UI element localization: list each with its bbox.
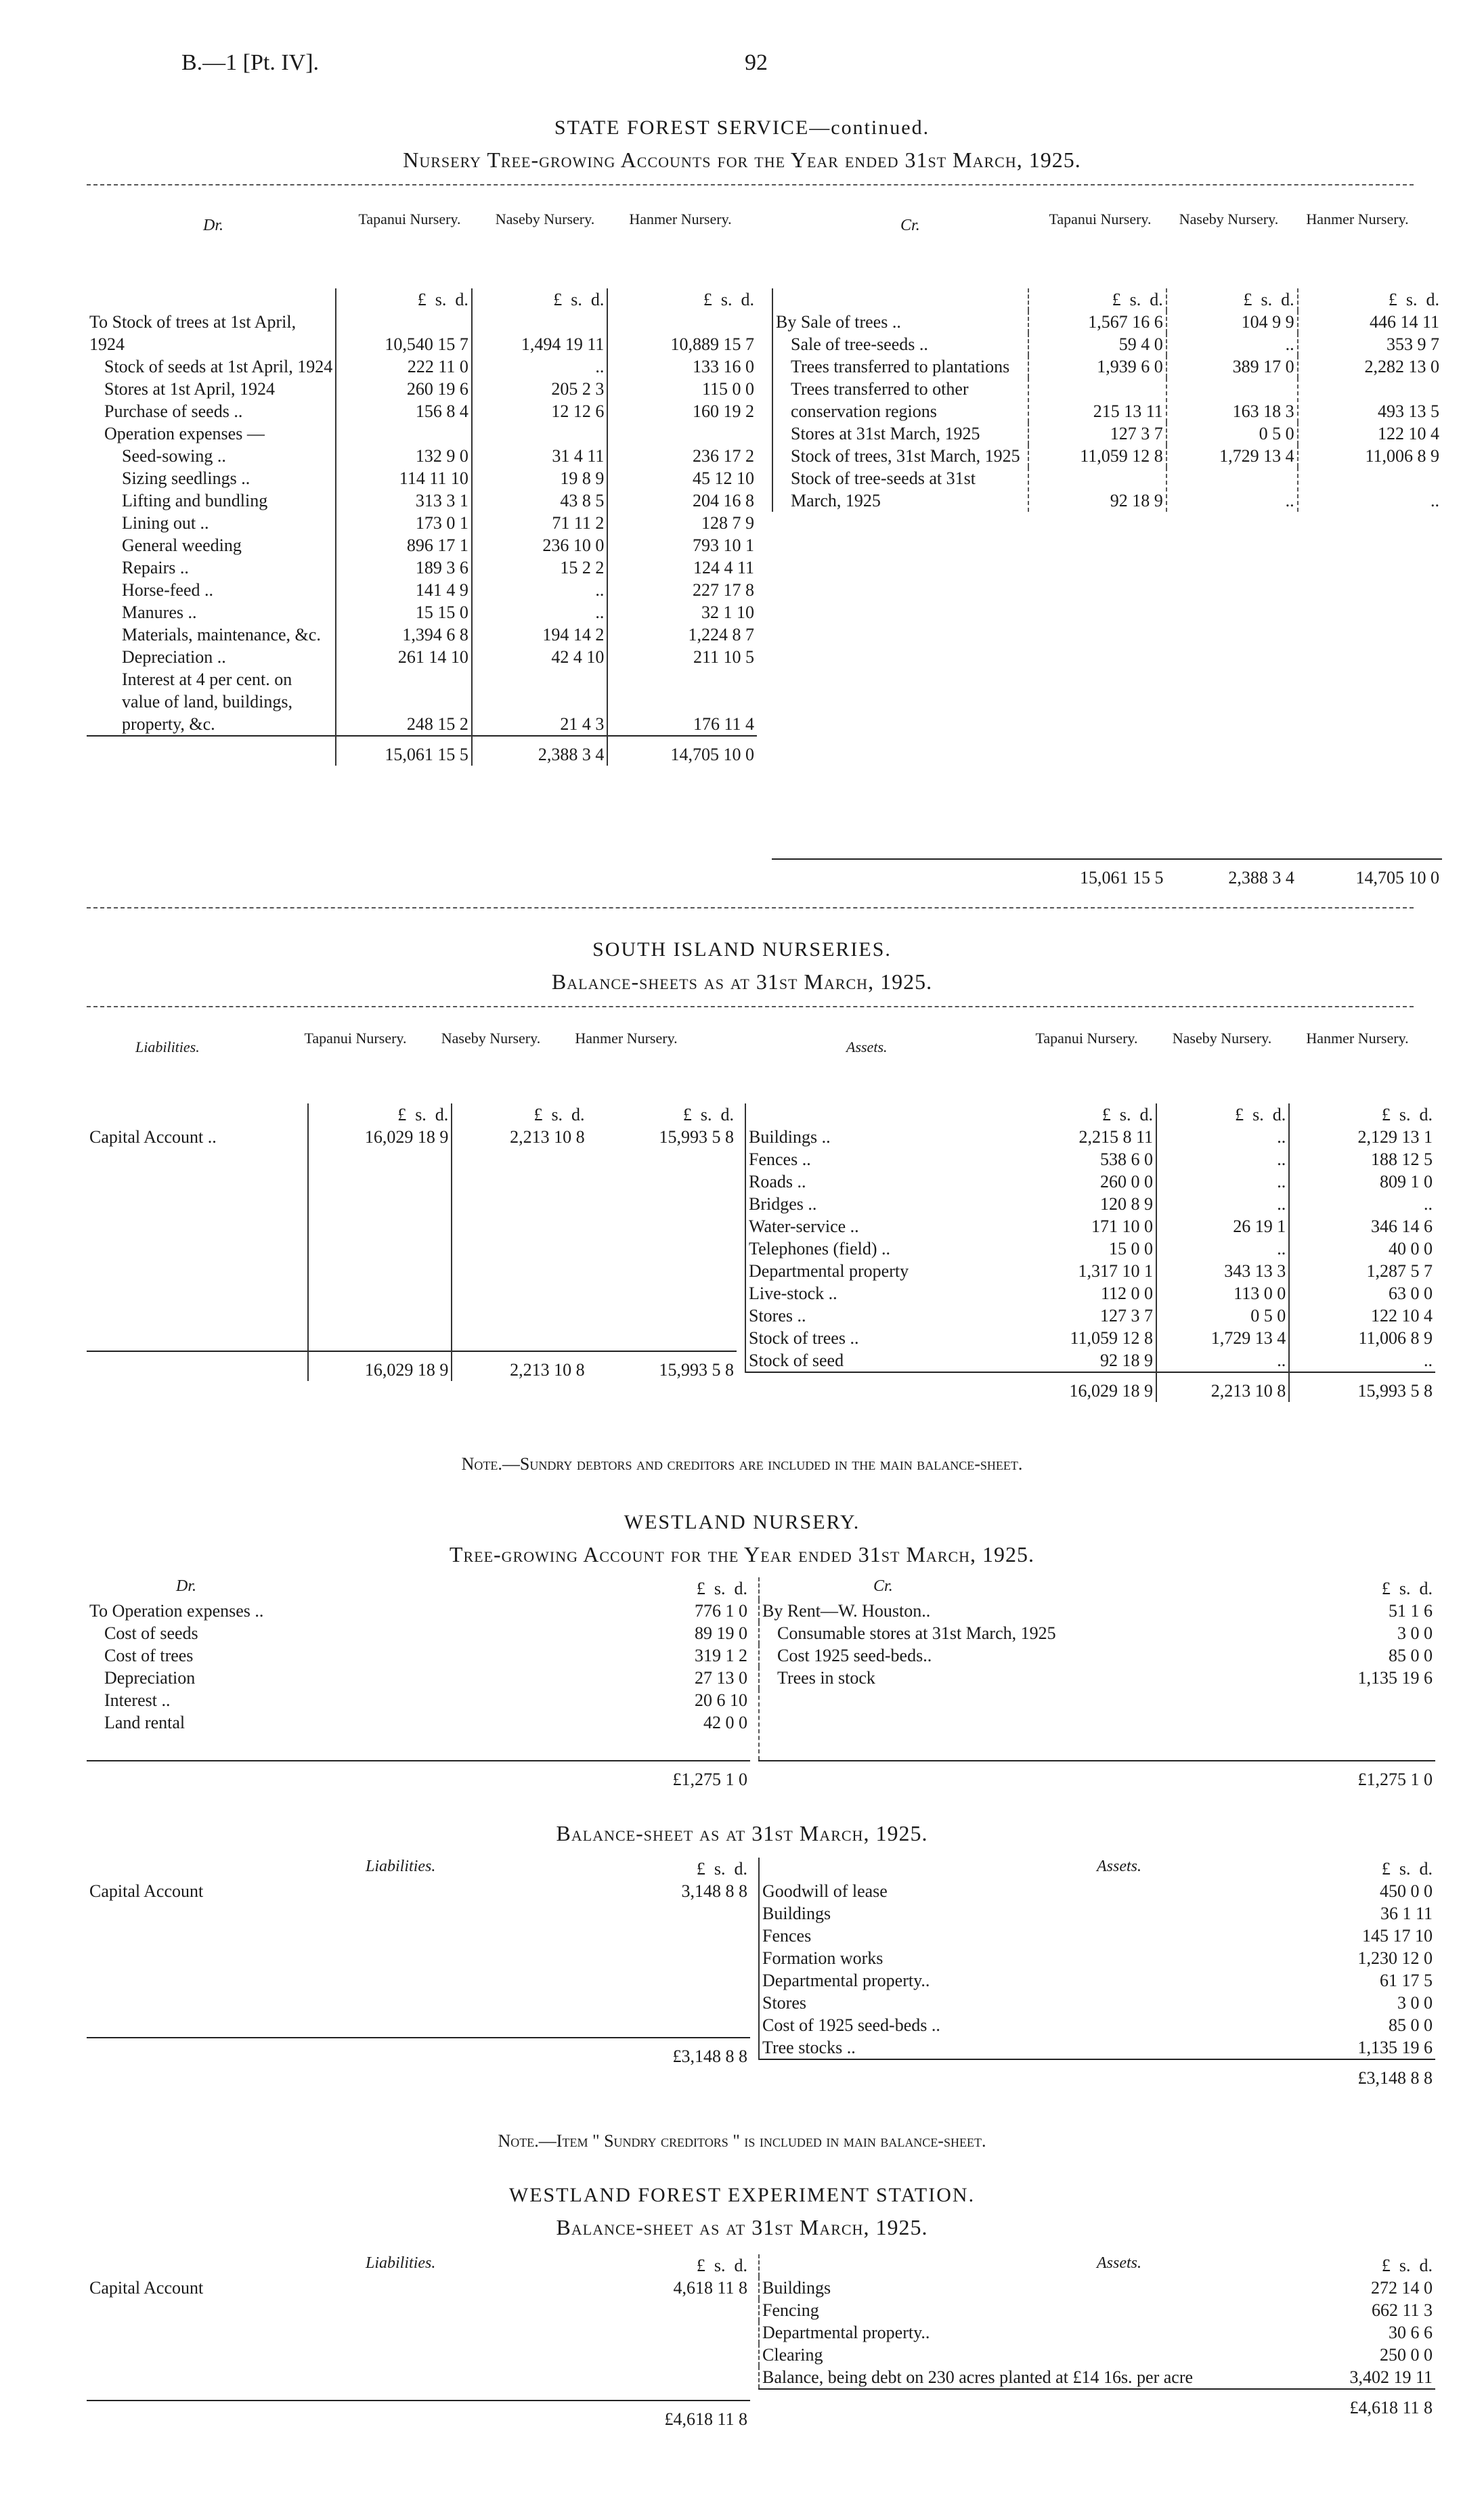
asset-row <box>745 1193 1435 1215</box>
row-value: 59 4 0 <box>1028 333 1166 355</box>
row-label: Lifting and bundling <box>122 491 268 510</box>
row-value: 0 5 0 <box>1166 422 1298 445</box>
row-label: Interest .. <box>104 1690 171 1710</box>
row-value: .. <box>1156 1193 1289 1215</box>
row-value: 122 10 4 <box>1289 1305 1435 1327</box>
row-value: .. <box>472 579 608 601</box>
row-value: 43 8 5 <box>472 489 608 512</box>
row-label: By Rent—W. Houston.. <box>759 1600 1294 1622</box>
s1-credit-totals <box>772 858 1442 889</box>
s3-total-cr: £1,275 1 0 <box>1294 1761 1435 1791</box>
row-value: 3 0 0 <box>1397 1993 1433 2013</box>
capital-account-label: Capital Account .. <box>89 1127 217 1147</box>
row-value: 188 12 5 <box>1289 1148 1435 1170</box>
row-value: .. <box>1166 467 1298 512</box>
credit-row <box>759 1644 1435 1667</box>
row-label: Sale of tree-seeds .. <box>772 333 1028 355</box>
row-value: 319 1 2 <box>695 1646 747 1665</box>
s2-assets-table: £ s. d. £ s. d. £ s. d. Buildings .. 2,215 8 11 .. 2,129 13 1 Fences .. 538 6 0 .. 188 12 5 Roads .. 260 0 0 .. 809 1 0 Bridges .. 120 8 9 .. .. Water-service .. 171 10 0 26 19 1 346 14 6 Telephones (field) .. 15 0 0 .. 40 0 0 Departmental property 1,317 10 1 343 13 3 1,287 5 7 Live-stock .. 112 0 0 113 0 0 63 0 0 Stores .. 127 3 7 0 5 0 122 10 4 Stock of trees .. 11,059 12 8 1,729 13 4 11,006 8 9 Stock of seed 92 18 9 .. .. 16,029 18 9 2,213 10 8 15,993 5 8 <box>745 1103 1435 1402</box>
row-value: 12 12 6 <box>472 400 608 422</box>
row-value: 171 10 0 <box>1091 1217 1154 1236</box>
section-subtitle-nursery-accounts: Nursery Tree-growing Accounts for the Year ended 31st March, 1925. <box>403 148 1081 172</box>
s3-credit-table: £ s. d. By Rent—W. Houston.. 51 1 6 Consumable stores at 31st March, 1925 3 0 0 Cost 1925 seed-beds.. 85 0 0 Trees in stock 1,135 19 6 £1,275 1 0 <box>758 1577 1435 1791</box>
row-value: 896 17 1 <box>336 534 472 556</box>
row-value: 160 19 2 <box>607 400 757 422</box>
credit-row <box>772 355 1442 378</box>
asset-row <box>745 1126 1435 1148</box>
row-value: 85 0 0 <box>1389 2015 1433 2035</box>
credit-row <box>772 333 1442 355</box>
row-label: Lining out .. <box>122 513 209 533</box>
s4-liabilities-table: £ s. d. Capital Account 3,148 8 8 £3,148 8 8 <box>87 1858 750 2067</box>
row-value: 61 17 5 <box>1380 1971 1433 1990</box>
row-value: .. <box>1289 1193 1435 1215</box>
row-value: .. <box>1156 1237 1289 1260</box>
credit-row <box>772 445 1442 467</box>
row-value: 15 2 2 <box>472 556 608 579</box>
row-value: 19 8 9 <box>472 467 608 489</box>
row-value: 493 13 5 <box>1298 378 1442 422</box>
debit-row <box>87 1711 750 1734</box>
row-value: .. <box>472 601 608 623</box>
row-value: .. <box>1298 467 1442 512</box>
credit-row <box>772 311 1442 333</box>
row-value: 10,540 15 7 <box>336 311 472 355</box>
row-value: 173 0 1 <box>336 512 472 534</box>
section-subtitle-westland-balance: Balance-sheet as at 31st March, 1925. <box>556 1821 928 1845</box>
row-value: 11,059 12 8 <box>1070 1328 1154 1348</box>
row-label: Stores <box>759 1992 1294 2014</box>
row-value: 51 1 6 <box>1389 1601 1433 1621</box>
row-label: Fencing <box>759 2299 1294 2321</box>
row-value: 133 16 0 <box>607 355 757 378</box>
row-value: 272 14 0 <box>1371 2278 1433 2298</box>
row-label: Repairs .. <box>122 558 189 577</box>
s1-credit-table: £ s. d. £ s. d. £ s. d. By Sale of trees .. 1,567 16 6 104 9 9 446 14 11 Sale of tree-seeds .. 59 4 0 .. 353 9 7 Trees transferred to plantations 1,939 6 0 389 17 0 2,282 13 0 Trees transferred to other conservation regions 215 13 11 163 18 3 493 13 5 Stores at 31st March, 1925 127 3 7 0 5 0 122 10 4 Stock of trees, 31st March, 1925 11,059 12 8 1,729 13 4 11,006 8 9 Stock of tree-seeds at 31st March, 1925 92 18 9 .. .. <box>772 288 1442 512</box>
debit-row <box>87 512 757 534</box>
s2-liabilities-table: £ s. d. £ s. d. £ s. d. Capital Account .. 16,029 18 9 2,213 10 8 15,993 5 8 16,029 18 9 2,213 10 8 15,993 5 8 <box>87 1103 737 1381</box>
asset-row <box>759 1880 1435 1902</box>
row-label: Stores at 1st April, 1924 <box>104 379 276 399</box>
row-label: Roads .. <box>745 1170 1018 1193</box>
row-label: Buildings <box>759 1902 1294 1925</box>
asset-row <box>745 1327 1435 1349</box>
row-label: By Sale of trees .. <box>772 311 1028 333</box>
row-label: Depreciation <box>104 1668 196 1688</box>
row-value: 1,287 5 7 <box>1289 1260 1435 1282</box>
row-label: Water-service .. <box>745 1215 1018 1237</box>
row-value: 27 13 0 <box>695 1668 747 1688</box>
s3-cr: Cr. <box>873 1577 893 1595</box>
row-label: Stock of trees, 31st March, 1925 <box>772 445 1028 467</box>
row-label: Cost of trees <box>104 1646 194 1665</box>
row-value: 260 0 0 <box>1100 1172 1154 1191</box>
row-value: 115 0 0 <box>607 378 757 400</box>
s5-assets-table: £ s. d. Buildings 272 14 0 Fencing 662 11 3 Departmental property.. 30 6 6 Clearing 250 0 0 Balance, being debt on 230 acres planted at £14 16s. per acre 3,402 19 11 £4,618 11 8 <box>758 2254 1435 2419</box>
row-label: Stock of seed <box>745 1349 1018 1372</box>
row-label: Stock of seeds at 1st April, 1924 <box>104 357 333 376</box>
row-value: 1,135 19 6 <box>1357 1668 1433 1688</box>
row-value: 145 17 10 <box>1362 1926 1433 1946</box>
row-value: 92 18 9 <box>1028 467 1166 512</box>
row-value: 793 10 1 <box>607 534 757 556</box>
asset-row <box>759 2366 1435 2389</box>
asset-row <box>745 1215 1435 1237</box>
debit-row <box>87 1689 750 1711</box>
col-tapanui: Tapanui Nursery. <box>358 211 461 227</box>
debit-row <box>87 668 757 736</box>
row-value: 204 16 8 <box>607 489 757 512</box>
row-value: 122 10 4 <box>1298 422 1442 445</box>
s3-dr: Dr. <box>176 1577 197 1595</box>
section-title-experiment-station: WESTLAND FOREST EXPERIMENT STATION. <box>508 2184 976 2206</box>
page-number: 92 <box>745 50 768 75</box>
asset-row <box>759 1969 1435 1992</box>
row-value: 194 14 2 <box>472 623 608 646</box>
row-value: .. <box>1166 333 1298 355</box>
debit-row <box>87 556 757 579</box>
debit-row <box>87 400 757 422</box>
cr-label: Cr. <box>900 217 920 234</box>
row-label: Clearing <box>759 2344 1294 2366</box>
row-value: 132 9 0 <box>336 445 472 467</box>
row-label: Departmental property <box>745 1260 1018 1282</box>
row-value: .. <box>1156 1170 1289 1193</box>
row-value: 1,729 13 4 <box>1166 445 1298 467</box>
col-tapanui-cr: Tapanui Nursery. <box>1049 211 1152 227</box>
section-subtitle-balance-sheets: Balance-sheets as at 31st March, 1925. <box>551 969 933 994</box>
row-label: Land rental <box>104 1713 186 1732</box>
asset-row <box>759 2299 1435 2321</box>
asset-row <box>759 1902 1435 1925</box>
row-value: 1,394 6 8 <box>336 623 472 646</box>
row-label: Depreciation .. <box>122 647 226 667</box>
debit-row <box>87 534 757 556</box>
row-label: Materials, maintenance, &c. <box>122 625 321 644</box>
row-value: 15 0 0 <box>1109 1239 1154 1258</box>
col-naseby-cr: Naseby Nursery. <box>1179 211 1279 227</box>
row-label: Trees in stock <box>759 1667 1294 1689</box>
row-label: Stock of trees .. <box>745 1327 1018 1349</box>
row-value: 40 0 0 <box>1289 1237 1435 1260</box>
row-value: 113 0 0 <box>1156 1282 1289 1305</box>
debit-row <box>87 1667 750 1689</box>
row-value: 21 4 3 <box>472 668 608 736</box>
asset-row <box>759 2014 1435 2036</box>
row-label: Horse-feed .. <box>122 580 213 600</box>
s1-total-tapanui: 15,061 15 5 <box>336 736 472 766</box>
row-label: To Stock of trees at 1st April, 1924 <box>89 312 297 354</box>
debit-row <box>87 1622 750 1644</box>
row-value: 236 10 0 <box>472 534 608 556</box>
s5-assets: Assets. <box>1097 2254 1141 2272</box>
debit-row <box>87 579 757 601</box>
row-value: 1,317 10 1 <box>1078 1261 1154 1281</box>
row-value <box>336 422 472 445</box>
row-label: Tree stocks .. <box>759 2036 1294 2059</box>
s4-liab: Liabilities. <box>366 1858 436 1875</box>
section-title-westland: WESTLAND NURSERY. <box>624 1511 860 1533</box>
row-value: 156 8 4 <box>336 400 472 422</box>
row-value: 2,282 13 0 <box>1298 355 1442 378</box>
s1-total-naseby: 2,388 3 4 <box>472 736 608 766</box>
credit-row <box>759 1667 1435 1689</box>
debit-row <box>87 489 757 512</box>
row-label: Manures .. <box>122 602 197 622</box>
row-value: 128 7 9 <box>607 512 757 534</box>
row-value: 127 3 7 <box>1028 422 1166 445</box>
s5-liabilities-table: £ s. d. Capital Account 4,618 11 8 £4,618 11 8 <box>87 2254 750 2430</box>
row-value <box>472 422 608 445</box>
row-value: 11,059 12 8 <box>1028 445 1166 467</box>
row-label: Live-stock .. <box>745 1282 1018 1305</box>
col-hanmer: Hanmer Nursery. <box>629 211 732 227</box>
report-reference: B.—1 [Pt. IV]. <box>181 50 320 75</box>
row-value: 45 12 10 <box>607 467 757 489</box>
row-value: 20 6 10 <box>695 1690 747 1710</box>
row-value: 63 0 0 <box>1289 1282 1435 1305</box>
row-label: Cost of 1925 seed-beds .. <box>759 2014 1294 2036</box>
row-value: 260 19 6 <box>336 378 472 400</box>
row-value: 215 13 11 <box>1028 378 1166 422</box>
liabilities-label: Liabilities. <box>135 1038 200 1055</box>
row-value: 11,006 8 9 <box>1298 445 1442 467</box>
s1-cr-total-hanmer: 14,705 10 0 <box>1297 859 1442 889</box>
credit-row <box>772 422 1442 445</box>
row-label: Trees transferred to plantations <box>772 355 1028 378</box>
row-label: Cost 1925 seed-beds.. <box>759 1644 1294 1667</box>
asset-row <box>745 1237 1435 1260</box>
row-value: 42 0 0 <box>703 1713 747 1732</box>
row-value: 104 9 9 <box>1166 311 1298 333</box>
row-value: 2,215 8 11 <box>1078 1127 1154 1147</box>
credit-row <box>759 1622 1435 1644</box>
debit-row <box>87 311 757 355</box>
row-value: 15 15 0 <box>336 601 472 623</box>
debit-row <box>87 378 757 400</box>
row-value: 26 19 1 <box>1156 1215 1289 1237</box>
asset-row <box>759 1925 1435 1947</box>
s2-col-naseby-a: Naseby Nursery. <box>1172 1030 1272 1047</box>
row-label: Fences .. <box>745 1148 1018 1170</box>
row-label: Bridges .. <box>745 1193 1018 1215</box>
row-value: 163 18 3 <box>1166 378 1298 422</box>
assets-label: Assets. <box>846 1038 888 1055</box>
row-value: 42 4 10 <box>472 646 608 668</box>
row-value: 3,402 19 11 <box>1349 2367 1433 2387</box>
debit-row <box>87 445 757 467</box>
row-value: 120 8 9 <box>1100 1194 1154 1214</box>
section-title-south-island: SOUTH ISLAND NURSERIES. <box>592 938 892 961</box>
s4-note: Note.—Item " Sundry creditors " is included in main balance-sheet. <box>498 2131 986 2151</box>
row-value: 127 3 7 <box>1100 1306 1154 1325</box>
debit-row <box>87 355 757 378</box>
row-value: 446 14 11 <box>1298 311 1442 333</box>
row-value: 0 5 0 <box>1156 1305 1289 1327</box>
row-value <box>607 422 757 445</box>
row-value: 30 6 6 <box>1389 2323 1433 2342</box>
row-value: .. <box>1289 1349 1435 1372</box>
row-label: Purchase of seeds .. <box>104 401 243 421</box>
row-value: 227 17 8 <box>607 579 757 601</box>
row-value: 189 3 6 <box>336 556 472 579</box>
row-value: 2,129 13 1 <box>1289 1126 1435 1148</box>
row-value: 1,230 12 0 <box>1357 1948 1433 1968</box>
row-label: To Operation expenses .. <box>89 1601 264 1621</box>
row-value: 3 0 0 <box>1397 1623 1433 1643</box>
row-value: 85 0 0 <box>1389 1646 1433 1665</box>
asset-row <box>759 1992 1435 2014</box>
s3-total-dr: £1,275 1 0 <box>609 1761 750 1791</box>
row-label: Buildings <box>759 2277 1294 2299</box>
asset-row <box>745 1349 1435 1372</box>
row-value: 248 15 2 <box>336 668 472 736</box>
s2-col-naseby: Naseby Nursery. <box>441 1030 541 1047</box>
row-value: 36 1 11 <box>1380 1904 1433 1923</box>
row-value: 776 1 0 <box>695 1601 747 1621</box>
row-label: Buildings .. <box>745 1126 1018 1148</box>
s3-debit-table: £ s. d. To Operation expenses .. 776 1 0 Cost of seeds 89 19 0 Cost of trees 319 1 2 Depreciation 27 13 0 Interest .. 20 6 10 Land rental 42 0 0 £1,275 1 0 <box>87 1577 750 1791</box>
asset-row <box>759 2344 1435 2366</box>
asset-row <box>745 1260 1435 1282</box>
row-value: 114 11 10 <box>336 467 472 489</box>
row-value: .. <box>1156 1148 1289 1170</box>
row-value: 261 14 10 <box>336 646 472 668</box>
credit-row <box>772 378 1442 422</box>
row-value: 92 18 9 <box>1100 1351 1154 1370</box>
s1-cr-total-naseby: 2,388 3 4 <box>1166 859 1296 889</box>
asset-row <box>759 2321 1435 2344</box>
row-label: Departmental property.. <box>759 2321 1294 2344</box>
row-label: Stock of tree-seeds at 31st March, 1925 <box>772 467 1028 512</box>
row-value: 112 0 0 <box>1101 1284 1154 1303</box>
row-label: Fences <box>759 1925 1294 1947</box>
row-label: Balance, being debt on 230 acres planted at £14 16s. per acre <box>759 2366 1294 2389</box>
s4-assets-table: £ s. d. Goodwill of lease 450 0 0 Buildings 36 1 11 Fences 145 17 10 Formation works 1,230 12 0 Departmental property.. 61 17 5 Stores 3 0 0 Cost of 1925 seed-beds .. 85 0 0 Tree stocks .. 1,135 19 6 £3,148 8 8 <box>758 1858 1435 2089</box>
row-value: 1,729 13 4 <box>1156 1327 1289 1349</box>
row-value: .. <box>1156 1349 1289 1372</box>
debit-row <box>87 1644 750 1667</box>
row-value: 1,939 6 0 <box>1028 355 1166 378</box>
row-label: Telephones (field) .. <box>745 1237 1018 1260</box>
row-value: 222 11 0 <box>336 355 472 378</box>
s4-assets: Assets. <box>1097 1858 1141 1875</box>
row-value: 662 11 3 <box>1371 2300 1433 2320</box>
credit-row <box>772 467 1442 512</box>
asset-row <box>759 2277 1435 2299</box>
row-label: Goodwill of lease <box>759 1880 1294 1902</box>
row-label: Formation works <box>759 1947 1294 1969</box>
row-value: 250 0 0 <box>1380 2345 1433 2365</box>
row-value: 89 19 0 <box>695 1623 747 1643</box>
s2-col-hanmer: Hanmer Nursery. <box>575 1030 678 1047</box>
row-value: 211 10 5 <box>607 646 757 668</box>
debit-row <box>87 467 757 489</box>
asset-row <box>759 2036 1435 2059</box>
s2-col-tapanui-a: Tapanui Nursery. <box>1035 1030 1138 1047</box>
col-hanmer-cr: Hanmer Nursery. <box>1306 211 1409 227</box>
row-value: 205 2 3 <box>472 378 608 400</box>
row-value: 346 14 6 <box>1289 1215 1435 1237</box>
s1-debit-table: £ s. d. £ s. d. £ s. d. To Stock of trees at 1st April, 1924 10,540 15 7 1,494 19 11 10,889 15 7 Stock of seeds at 1st April, 1924 222 11 0 .. 133 16 0 Stores at 1st April, 1924 260 19 6 205 2 3 115 0 0 Purchase of seeds .. 156 8 4 12 12 6 160 19 2 Operation expenses — Seed-sowing .. 132 9 0 31 4 11 236 17 2 Sizing seedlings .. 114 11 10 19 8 9 45 12 10 Lifting and bundling 313 3 1 43 8 5 204 16 8 Lining out .. 173 0 1 71 11 2 128 7 9 General weeding 896 17 1 236 10 0 793 10 1 Repairs .. 189 3 6 15 2 2 124 4 11 Horse-feed .. 141 4 9 .. 227 17 8 Manures .. 15 15 0 .. 32 1 10 Materials, maintenance, &c. 1,394 6 8 194 14 2 1,224 8 7 Depreciation .. 261 14 10 42 4 10 211 10 5 Interest at 4 per cent. on value of land, buildings, property, &c. 248 15 2 21 4 3 176 11 4 15,061 15 5 2,388 3 4 14,705 10 0 <box>87 288 757 766</box>
row-label: Cost of seeds <box>104 1623 198 1643</box>
row-label: Operation expenses — <box>104 424 265 443</box>
row-value: 124 4 11 <box>607 556 757 579</box>
dr-label: Dr. <box>203 217 224 234</box>
row-value: 450 0 0 <box>1380 1881 1433 1901</box>
row-value: 1,567 16 6 <box>1028 311 1166 333</box>
row-value: 1,494 19 11 <box>472 311 608 355</box>
row-value: .. <box>472 355 608 378</box>
row-label: Interest at 4 per cent. on value of land, buildings, property, &c. <box>122 670 293 734</box>
row-label: Trees transferred to other conservation regions <box>772 378 1028 422</box>
s1-cr-total-tapanui: 15,061 15 5 <box>1028 859 1166 889</box>
row-label: Stores at 31st March, 1925 <box>772 422 1028 445</box>
section-title-state-forest: STATE FOREST SERVICE—continued. <box>554 116 930 139</box>
row-value: 10,889 15 7 <box>607 311 757 355</box>
credit-row <box>759 1600 1435 1622</box>
s1-total-hanmer: 14,705 10 0 <box>607 736 757 766</box>
debit-row <box>87 422 757 445</box>
row-value: 809 1 0 <box>1289 1170 1435 1193</box>
row-value: 71 11 2 <box>472 512 608 534</box>
asset-row <box>759 1947 1435 1969</box>
row-label: General weeding <box>122 535 242 555</box>
row-value: 32 1 10 <box>607 601 757 623</box>
s2-col-tapanui: Tapanui Nursery. <box>304 1030 407 1047</box>
asset-row <box>745 1148 1435 1170</box>
s5-liab: Liabilities. <box>366 2254 436 2272</box>
row-label: Consumable stores at 31st March, 1925 <box>759 1622 1294 1644</box>
row-value: 313 3 1 <box>336 489 472 512</box>
row-label: Departmental property.. <box>759 1969 1294 1992</box>
row-value: 389 17 0 <box>1166 355 1298 378</box>
row-label: Seed-sowing .. <box>122 446 226 466</box>
row-value: 1,224 8 7 <box>607 623 757 646</box>
s2-note: Note.—Sundry debtors and creditors are included in the main balance-sheet. <box>461 1454 1023 1474</box>
row-value: .. <box>1156 1126 1289 1148</box>
debit-row <box>87 601 757 623</box>
row-value: 236 17 2 <box>607 445 757 467</box>
section-subtitle-westland-account: Tree-growing Account for the Year ended 31st March, 1925. <box>449 1542 1035 1566</box>
debit-row <box>87 1600 750 1622</box>
section-subtitle-experiment-balance: Balance-sheet as at 31st March, 1925. <box>556 2215 928 2239</box>
row-label: Stores .. <box>745 1305 1018 1327</box>
row-value: 353 9 7 <box>1298 333 1442 355</box>
debit-row <box>87 646 757 668</box>
row-value: 343 13 3 <box>1156 1260 1289 1282</box>
row-value: 141 4 9 <box>336 579 472 601</box>
s2-col-hanmer-a: Hanmer Nursery. <box>1306 1030 1409 1047</box>
row-value: 538 6 0 <box>1100 1149 1154 1169</box>
row-value: 11,006 8 9 <box>1289 1327 1435 1349</box>
row-value: 1,135 19 6 <box>1357 2038 1433 2057</box>
row-label: Sizing seedlings .. <box>122 468 250 488</box>
asset-row <box>745 1305 1435 1327</box>
col-naseby: Naseby Nursery. <box>495 211 595 227</box>
row-value: 176 11 4 <box>607 668 757 736</box>
asset-row <box>745 1282 1435 1305</box>
debit-row <box>87 623 757 646</box>
asset-row <box>745 1170 1435 1193</box>
row-value: 31 4 11 <box>472 445 608 467</box>
